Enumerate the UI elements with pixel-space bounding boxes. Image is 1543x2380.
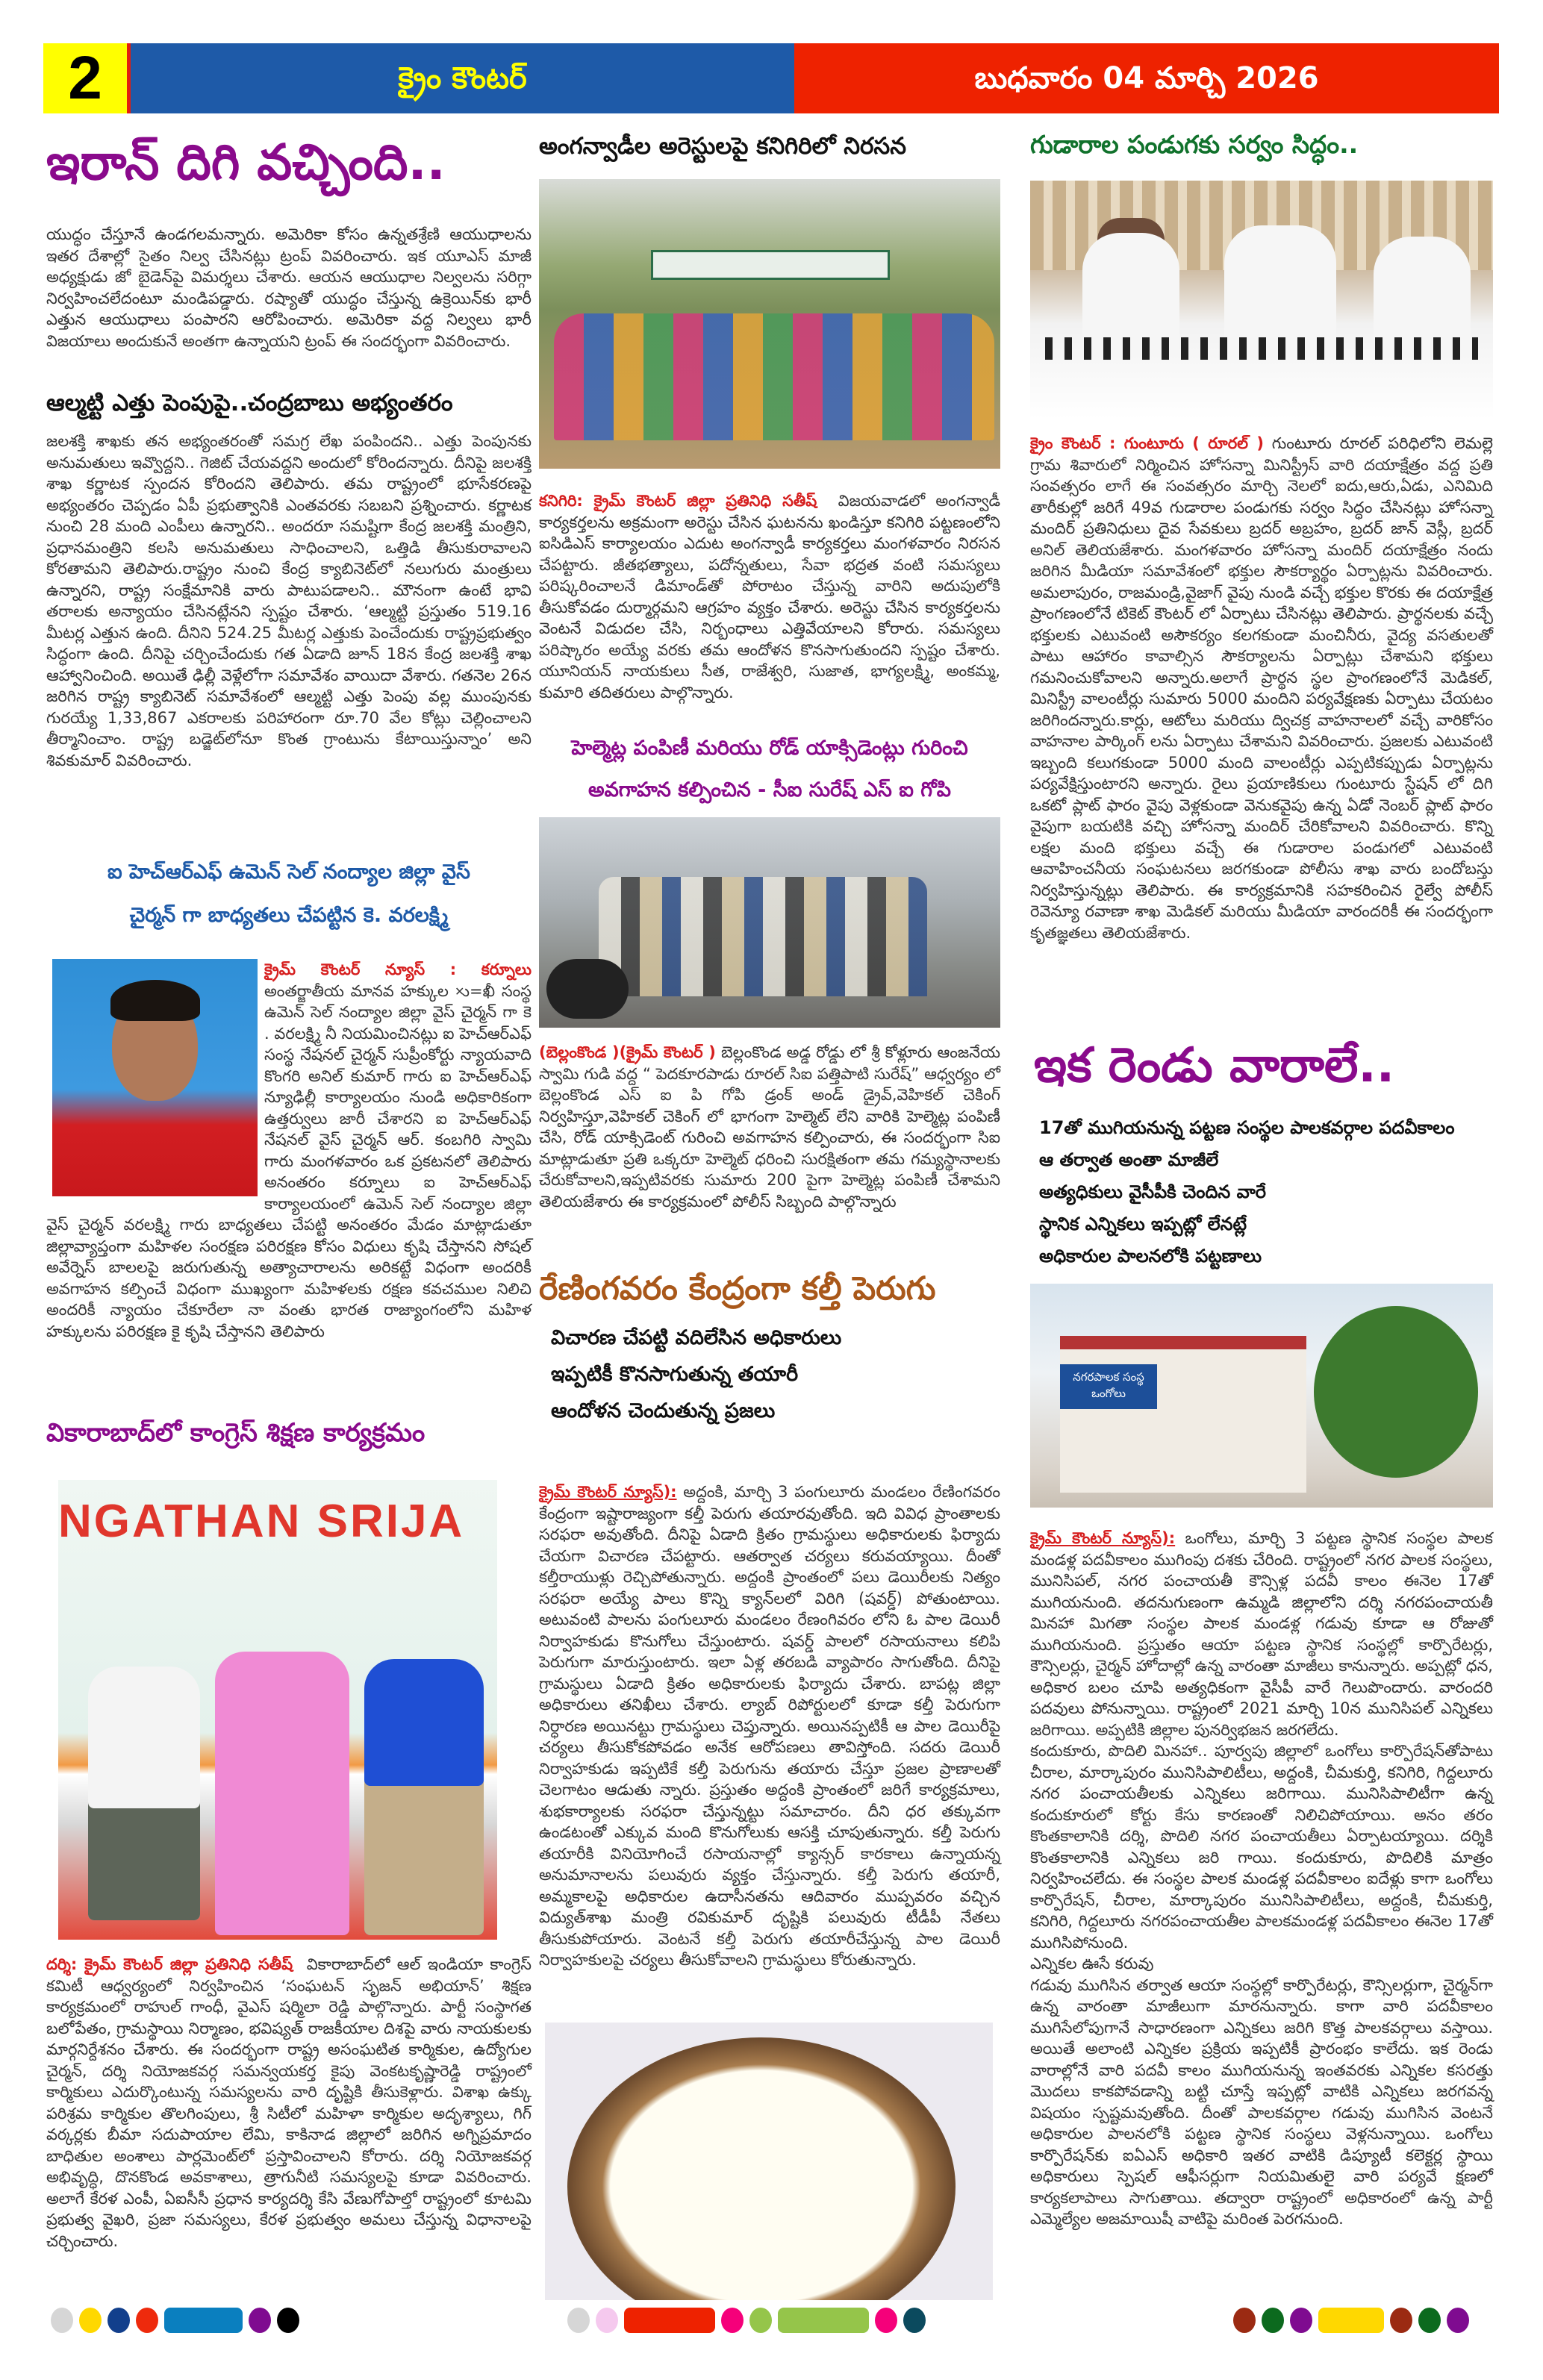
person-right: [364, 1659, 484, 1935]
curd-subhead: విచారణ చేపట్టి వదిలేసిన అధికారులు: [551, 1326, 842, 1349]
speaker-left: [1082, 233, 1179, 352]
headline-iran: ఇరాన్ దిగి వచ్చింది..: [46, 134, 446, 191]
headline-helmets-line2: అవగాహన కల్పించిన - సీఐ సురేష్ ఎస్ ఐ గోపి: [588, 778, 951, 802]
photo-helmet-distribution: [539, 817, 1000, 1028]
building: [1060, 1336, 1306, 1493]
headline-vikarabad: వికారాబాద్‌లో కాంగ్రెస్ శిక్షణ కార్యక్రమం: [46, 1418, 426, 1448]
dateline-tents: క్రైం కౌంటర్ : గుంటూరు ( రూరల్ ): [1030, 434, 1265, 452]
photo-anganwadi-protest: [539, 179, 1000, 469]
person-center: [215, 1652, 349, 1935]
article-kanigiri-body: [539, 490, 1000, 703]
photo-municipal-office: [1030, 1284, 1493, 1508]
article-vikarabad-text: వికారాబాద్‌లో ఆల్ ఇండియా కాంగ్రెస్ కమిటీ ఆధ్వర్యంలో నిర్వహించిన ‘సంఘటన్ సృజన్ అభియాన్’ శిక్షణ కార్యక్రమంలో రాహుల్ గాంధీ, వైఎస్ షర్మిలా రెడ్డి పాల్గొన్నారు. పార్టీ సంస్థాగత బలోపేతం, గ్రామస్థాయి నిర్మాణం, భవిష్యత్ రాజకీయాల దిశపై వారు నాయకులకు మార్గనిర్దేశనం చేశారు. ఈ సందర్భంగా రాష్ట్ర అసంఘటిత కార్మికుల, ఉద్యోగుల చైర్మన్, దర్శి నియోజకవర్గ సమన్వయకర్త కైపు వెంకటకృష్ణారెడ్డి రాష్ట్రంలో కార్మికులు ఎదుర్కొంటున్న సమస్యలను వారి దృష్టికి తీసుకెళ్లారు. విశాఖ ఉక్కు పరిశ్రమ కార్మికుల తొలగింపులు, శ్రీ సిటీలో మహిళా కార్మికుల అదృశ్యాలు, గిగ్ వర్కర్లకు బీమా సదుపాయాల లేమి, కాకినాడ జిల్లాలో జరిగిన అగ్నిప్రమాదం బాధితుల అంశాలు పార్లమెంట్‌లో ప్రస్తావించాలని కోరారు. దర్శి నియోజకవర్గ అభివృద్ధి, దొనకొండ అవకాశాలు, త్రాగునీటి సమస్యలపై కూడా వివరించారు. అలాగే కేరళ ఎంపీ, ఏఐసీసీ ప్రధాన కార్యదర్శి కేసి వేణుగోపాల్తో రాష్ట్రంలో కూటమి ప్రభుత్వ వైఖరి, ప్రజా సమస్యలు, కేరళ ప్రభుత్వం అమలు చేస్తున్న విధానాలపై చర్చించారు.: [46, 1955, 532, 2250]
curd-subhead: ఇప్పటికీ కొనసాగుతున్న తయారీ: [551, 1363, 799, 1386]
headline-curd: రేణింగవరం కేంద్రంగా కల్తీ పెరుగు: [539, 1270, 936, 1308]
elections-subheads: [1039, 1112, 1494, 1272]
dateline-kanigiri: కనిగిరి: క్రైమ్ కౌంటర్ జిల్లా ప్రతినిధి సతీష్: [539, 492, 817, 510]
headline-helmets: [539, 728, 1000, 811]
elections-subhead: 17తో ముగియనున్న పట్టణ సంస్థల పాలకవర్గాల పదవీకాలం: [1039, 1117, 1455, 1138]
photo-curd-bowl: [545, 2023, 993, 2300]
protesters-group: [554, 313, 994, 440]
photo-congress-event: [58, 1480, 497, 1940]
elections-subhead: స్థానిక ఎన్నికలు ఇప్పట్లో లేనట్లే: [1039, 1214, 1247, 1234]
color-registration-marks-left: [51, 2308, 299, 2333]
color-registration-marks-center: [567, 2308, 926, 2333]
paper-name: క్రైం కౌంటర్: [131, 43, 794, 113]
dateline-elections: క్రైమ్ కౌంటర్ న్యూస్):: [1030, 1529, 1176, 1547]
bowl-icon: [567, 2037, 956, 2300]
article-elections-text: ఒంగోలు, మార్చి 3 పట్టణ స్థానిక సంస్థల పాలక మండళ్ల పదవీకాలం ముగింపు దశకు చేరింది. రాష్ట్రంలో నగర పాలక సంస్థలు, మునిసిపల్, నగర పంచాయతీ కౌన్సిళ్ల పదవీ కాలం ఈనెల 17తో ముగియనుంది. తదనుగుణంగా ఉమ్మడి జిల్లాలోని దర్శి నగరపంచాయతీ మినహా మిగతా సంస్థల పాలక మండళ్ల గడువు కూడా ఆ రోజుతో ముగియనుంది. ప్రస్తుతం ఆయా పట్టణ స్థానిక సంస్థల్లో కార్పొరేటర్లు, కౌన్సిలర్లు, చైర్మన్ హోదాల్లో ఉన్న వారంతా మాజీలు కానున్నారు. అప్పట్లో ధన, అధికార బలం చూపి అత్యధికంగా వైసీపీ వారే గెలుపొందారు. వారందరి పదవులు పోనున్నాయి. రాష్ట్రంలో 2021 మార్చి 10న మునిసిపల్ ఎన్నికలు జరిగాయి. అప్పటికి జిల్లాల పునర్విభజన జరగలేదు.: [1030, 1529, 1493, 1739]
article-elections-text: గడువు ముగిసిన తర్వాత ఆయా సంస్థల్లో కార్పొరేటర్లు, కౌన్సిలర్లుగా, చైర్మన్‌గా ఉన్న వారంతా మాజీలుగా మారనున్నారు. కాగా వారి పదవీకాలం ముగిసేలోపుగానే సాధారణంగా ఎన్నికలు జరిగి కొత్త పాలకవర్గాలు వస్తాయి. అయితే అలాంటి ఎన్నికల ప్రక్రియ ఇప్పటికీ ప్రారంభం కాలేదు. ఇక రెండు వారాల్లోనే వారి పదవీ కాలం ముగియనున్న ఇంతవరకు ఎన్నికల కసరత్తు మొదలు కాకపోవడాన్ని బట్టి చూస్తే ఇప్పట్లో వాటికి ఎన్నికలు జరగవన్న విషయం స్పష్టమవుతోంది. దీంతో పాలకవర్గాల గడువు ముగిసిన వెంటనే అధికారుల పాలనలోకి పట్టణ స్థానిక సంస్థలు వెళ్లనున్నాయి. ఒంగోలు కార్పొరేషన్‌కు ఐఏఎస్ అధికారి ఇతర వాటికి డిప్యూటీ కలెక్టర్ల స్థాయి అధికారులు స్పెషల్ ఆఫీసర్లుగా నియమితులై వారి పర్యవే క్షణలో కార్యకలాపాలు సాగుతాయి. తద్వారా రాష్ట్రంలో అధికారంలో ఉన్న పార్టీ ఎమ్మెల్యేల అజమాయిషీ వాటిపై మరింత పెరగనుంది.: [1030, 1975, 1493, 2228]
article-elections-text: కందుకూరు, పొదిలి మినహా.. పూర్వపు జిల్లాలో ఒంగోలు కార్పొరేషన్‌తోపాటు చీరాల, మార్కాపురం మునిసిపాలిటీలు, అద్దంకి, చీమకుర్తి, కనిగిరి, గిద్దలూరు నగర పంచాయతీలకు ఎన్నికలు జరిగాయి. మునిసిపాలిటీగా ఉన్న కందుకూరులో కోర్టు కేసు కారణంతో నిలిచిపోయాయి. అనం తరం కొంతకాలానికి దర్శి, పొదిలి నగర పంచాయతీలు ఏర్పాటయ్యాయి. దర్శికి కొంతకాలానికి ఎన్నికలు జరి గాయి. కందుకూరు, పొదిలికి మాత్రం నిర్వహించలేదు. ఈ సంస్థల పాలక మండళ్ల పదవీకాలం ఐదేళ్లు కాగా ఒంగోలు కార్పొరేషన్, చీరాల, మార్కాపురం మునిసిపాలిటీలు, అద్దంకి, చీమకుర్తి, కనిగిరి, గిద్దలూరు నగరపంచాయతీల పాలకమండళ్ల పదవీకాలం ఈనెల 17తో ముగిసిపోనుంది.: [1030, 1742, 1493, 1952]
article-curd-text: అద్దంకి, మార్చి 3 పంగులూరు మండలం రేణింగవరం కేంద్రంగా ఇష్టారాజ్యంగా కల్తీ పెరుగు తయారవుతోంది. ఇది వివిధ ప్రాంతాలకు సరఫరా అవుతోంది. దీనిపై ఏడాది క్రితం గ్రామస్థులు అధికారులకు ఫిర్యాదు చేయగా విచారణ చేపట్టారు. ఆతర్వాత చర్యలు కరువయ్యాయి. దీంతో కల్తీరాయుళ్లు రెచ్చిపోతున్నారు. అద్దంకి ప్రాంతంలో పలు డెయిరీలకు నిత్యం సరఫరా అయ్యే పాలు కొన్ని క్యాన్‌లలో విరిగి (షవర్డ్) పోతుంటాయి. అటువంటి పాలను పంగులూరు మండలం రేణంగివరం లోని ఓ పాల డెయిరీ నిర్వాహకుడు కొనుగోలు చేస్తుంటారు. షవర్డ్ పాలలో రసాయనాలు కలిపి పెరుగుగా మారుస్తుంటారు. ఇలా ఏళ్ల తరబడి వ్యాపారం సాగుతోంది. దీనిపై గ్రామస్థులు ఏడాది క్రితం అధికారులకు ఫిర్యాదు చేశారు. బాపట్ల జిల్లా అధికారులు తనిఖీలు చేశారు. ల్యాబ్ రిపోర్టులలో కూడా కల్తీ పెరుగుగా నిర్ధారణ అయినట్టు గ్రామస్థులు చెప్తున్నారు. అయినప్పటికీ ఆ పాల డెయిరీపై చర్యలు తీసుకోకపోవడం అనేక ఆరోపణలు తావిస్తోంది. సదరు డెయిరీ నిర్వాహకుడు ఇప్పటికే కల్తీ పెరుగును తయారు చేస్తూ ప్రజల ప్రాణాలతో చెలగాటం ఆడుతు న్నారు. ప్రస్తుతం అద్దంకి ప్రాంతంలో జరిగే కార్యక్రమాలు, శుభకార్యాలకు సరఫరా చేస్తున్నట్టు సమాచారం. దీని ధర తక్కువగా ఉండటంతో ఎక్కువ మంది కొనుగోలుకు ఆసక్తి చూపుతున్నారు. కల్తీ పెరుగు తయారీకి వినియోగించే రసాయనాల్లో క్యాన్సర్ కారకాలు ఉన్నాయన్న అనుమానాలను పలువురు వ్యక్తం చేస్తున్నారు. కల్తీ పెరుగు తయారీ, అమ్మకాలపై అధికారుల ఉదాసీనతను ఆదివారం ముప్పవరం వచ్చిన విద్యుత్‌శాఖ మంత్రి రవికుమార్ దృష్టికి పలువురు టీడీపీ నేతలు తీసుకుపోయారు. వెంటనే కల్తీ పెరుగు తయారీచేస్తున్న పాల డెయిరీ నిర్వాహకులపై చర్యలు తీసుకోవాలని గ్రామస్థులు కోరుతున్నారు.: [539, 1483, 1000, 1969]
motorbike: [546, 959, 629, 1019]
photo-press-meet: [1030, 181, 1493, 419]
article-tents-text: గుంటూరు రూరల్ పరిధిలోని లెమల్లె గ్రామ శివారులో నిర్మించిన హోసన్నా మినిస్ట్రీస్ వారి దయాక్షేత్రం వద్ద ప్రతి సంవత్సరం లాగే ఈ సంవత్సరం మార్చి నెలలో ఐదు,ఆరు,ఏడు, ఎనిమిది తారీకుల్లో జరిగే 49వ గుడారాల పండుగకు సర్వం సిద్ధం చేసినట్లు హోసన్నా మందిర్ ప్రతినిధులు దైవ సేవకులు బ్రదర్ అబ్రహం, బ్రదర్ జాన్ వెస్లీ, బ్రదర్ అనిల్ తెలియజేశారు. మంగళవారం హోసన్నా మందిర్ దయాక్షేత్రం నందు జరిగిన మీడియా సమావేశంలో భక్తుల సౌకర్యార్థం ఏర్పాట్లను వివరించారు. అమలాపురం, రాజమండ్రి,వైజాగ్ వైపు నుండి వచ్చే భక్తుల కొరకు ఈ దయాక్షేత్ర ప్రాంగణంలోనే టికెట్ కౌంటర్ లో ఏర్పాటు చేసినట్లు తెలిపారు. ప్రార్థనలకు వచ్చే భక్తులకు ఎటువంటి అసౌకర్యం కలగకుండా మంచినీరు, వైద్య వసతులతో పాటు ఆహారం కావాల్సిన సౌకర్యాలను ఏర్పాట్లు చేశామని భక్తులు గమనించుకోవాలని అన్నారు.అలాగే ప్రార్థన స్థల ప్రాంగణంలోనే మెడికల్, మినిస్ట్రీ వాలంటీర్లు సుమారు 5000 మందిని పర్యవేక్షణకు ఏర్పాటు చేయటం జరిగిందన్నారు.కార్లు, ఆటోలు మరియు ద్విచక్ర వాహనాలలో వచ్చే వారికోసం వాహనాల పార్కింగ్ లను ఏర్పాటు చేశామని వివరించారు. ప్రజలకు ఎటువంటి ఇబ్బంది కలుగకుండా 5000 మంది వాలంటీర్లు ఎప్పటికప్పుడు ఏర్పాట్లను పర్యవేక్షిస్తుంటారని అన్నారు. రైలు ప్రయాణికులు గుంటూరు స్టేషన్ లో దిగి ఒకటో ప్లాట్ ఫారం వైపు వెళ్లకుండా వెనుకవైపు ఉన్న ఏడో నెంబర్ ప్లాట్ ఫారం వైపుగా బయటికి వచ్చి హోసన్నా మందిర్ చేరికోవాలని వివరించారు. కొన్ని లక్షల మంది భక్తులు వచ్చే ఈ గుడారాల పండుగలో ఎటువంటి ఆవాహించనీయ సంఘటనలు జరగకుండా పోలీసు శాఖ వారు బందోబస్తు నిర్వహిస్తున్నట్లు తెలిపారు. ఈ కార్యక్రమానికి సహకరించిన రైల్వే పోలీస్ రెవెన్యూ రవాణా శాఖ మెడికల్ మరియు మీడియా వారందరికీ ఈ సందర్భంగా కృతజ్ఞతలు తెలియజేశారు.: [1030, 434, 1493, 942]
police-group: [599, 877, 927, 996]
headline-ihrf-line1: ఐ హెచ్ఆర్ఎఫ్ ఉమెన్ సెల్ నంద్యాల జిల్లా వైస్: [107, 861, 470, 884]
article-kanigiri-text: విజయవాడలో అంగన్వాడీ కార్యకర్తలను అక్రమంగా అరెస్టు చేసిన ఘటనను ఖండిస్తూ కనిగిరి పట్టణంలోని ఐసిడిఎస్ కార్యాలయం ఎదుట అంగన్వాడీ కార్యకర్తలు మంగళవారం నిరసన చేపట్టారు. జీతభత్యాలు, పదోన్నతులు, సేవా భద్రత వంటి సమస్యలు పరిష్కరించాలనే డిమాండ్‌తో పోరాటం చేస్తున్న వారిని అదుపులోకి తీసుకోవడం దుర్మార్గమని ఆగ్రహం వ్యక్తం చేశారు. అరెస్టు చేసిన కార్యకర్తలను వెంటనే విడుదల చేసి, నిర్బంధాలు ఎత్తివేయాలని కోరారు. సమస్యలు పరిష్కారం అయ్యే వరకు తమ ఆందోళన కొనసాగుతుందని స్పష్టం చేశారు. యూనియన్ నాయకులు సీత, రాజేశ్వరి, సుజాత, భాగ్యలక్ష్మి, అంకమ్మ, కుమారి తదితరులు పాల్గొన్నారు.: [539, 492, 1000, 702]
article-vikarabad-body: [46, 1954, 532, 2252]
elections-inline-subhead: ఎన్నికల ఊసే కరువు: [1030, 1955, 1154, 1973]
article-tents-body: [1030, 433, 1493, 943]
headline-almatti: ఆల్మట్టి ఎత్తు పెంపుపై..చంద్రబాబు అభ్యంతరం: [46, 390, 453, 416]
article-elections-body: [1030, 1528, 1493, 2230]
color-registration-marks-right: [1233, 2308, 1469, 2333]
article-ihrf-body: [46, 959, 532, 1342]
headline-tents: గుడారాల పండుగకు సర్వం సిద్ధం..: [1030, 130, 1359, 159]
headline-helmets-line1: హెల్మెట్ల పంపిణీ మరియు రోడ్ యాక్సిడెంట్లు గురించి: [571, 737, 968, 760]
tree: [1314, 1306, 1478, 1478]
dateline-ihrf: క్రైమ్ కౌంటర్ న్యూస్ : కర్నూలు: [264, 961, 532, 978]
article-iran-body: యుద్ధం చేస్తూనే ఉండగలమన్నారు. అమెరికా కోసం ఉన్నతశ్రేణి ఆయుధాలను ఇతర దేశాల్లో సైతం నిల్వ చేసినట్లు ట్రంప్ వివరించారు. ఇక యూఎస్ మాజీ అధ్యక్షుడు జో బైడెన్‌పై విమర్శలు చేశారు. ఆయన ఆయుధాల నిల్వలను సరిగ్గా నిర్వహించలేదంటూ మండిపడ్డారు. రష్యాతో యుద్ధం చేస్తున్న ఉక్రెయిన్‌కు భారీ ఎత్తున ఆయుధాలు పంపారని ఆరోపించారు. అమెరికా వద్ద నిల్వలు భారీ విజయాలు అందుకునే అంతగా ఉన్నాయని ట్రంప్ ఈ సందర్భంగా వివరించారు.: [46, 225, 532, 350]
elections-subhead: అత్యధికులు వైసీపీకి చెందిన వారే: [1039, 1181, 1266, 1202]
page-number: 2: [43, 43, 131, 113]
headline-elections: ఇక రెండు వారాలే..: [1034, 1038, 1395, 1093]
dateline-helmets: (బెల్లంకొండ )(క్రైమ్ కౌంటర్ ): [539, 1043, 716, 1061]
headline-ihrf-line2: చైర్మన్ గా బాధ్యతలు చేపట్టిన కె. వరలక్ష్మి: [129, 904, 449, 927]
article-almatti-body: జలశక్తి శాఖకు తన అభ్యంతరంతో సమగ్ర లేఖ పంపిందని.. ఎత్తు పెంపునకు అనుమతులు ఇవ్వొద్దని.. గెజిట్ చేయవద్దని అందులో కోరిందన్నారు. దీనిపై జలశక్తి శాఖ కర్ణాటక స్పందన కోరిందని తెలిపారు. తమ రాష్ట్రంలో భూసేకరణపై అభ్యంతరం చెప్పడం ఏపీ ప్రభుత్వానికి ఎంతవరకు సబబని ప్రశ్నించారు. కర్ణాటక నుంచి 28 మంది ఎంపీలు ఉన్నారని.. అందరూ సమష్టిగా కేంద్ర జలశక్తి మంత్రిని, ప్రధానమంత్రిని కలసి అనుమతులు సాధించాలని, ఒత్తిడి తీసుకురావాలని కోరతామని తెలిపారు.రాష్ట్రం నుంచి కేంద్ర క్యాబినెట్‌లో నలుగురు మంత్రులు ఉన్నారని, రాష్ట్ర సంక్షేమానికి వారు పాటుపడాలని.. మౌనంగా ఉంటే భావి తరాలకు అన్యాయం చేసినట్లేనని స్పష్టం చేశారు. ‘ఆల్మట్టి ప్రస్తుతం 519.16 మీటర్ల ఎత్తున ఉంది. దీనిని 524.25 మీటర్ల ఎత్తుకు పెంచేందుకు రాష్ట్రప్రభుత్వం సిద్ధంగా ఉంది. దీనిపై చర్చించేందుకు గత ఏడాది జూన్ 18న కేంద్ర జలశక్తి శాఖ ఆహ్వానించింది. అయితే ఢిల్లీ వెళ్లేలోగా సమావేశం వాయిదా వేశారు. గతనెల 26న జరిగిన రాష్ట్ర క్యాబినెట్ సమావేశంలో ఆల్మట్టి ఎత్తు పెంపు వల్ల ముంపునకు గురయ్యే 1,33,867 ఎకరాలకు పరిహారంగా రూ.70 వేల కోట్లు చెల్లించాలని తీర్మానించాం. రాష్ట్ర బడ్జెట్‌లోనూ కొంత గ్రాంటును కేటాయిస్తున్నాం’ అని శివకుమార్ వివరించారు.: [46, 432, 532, 769]
issue-date: బుధవారం 04 మార్చి 2026: [794, 43, 1499, 113]
speaker-right: [1374, 237, 1471, 352]
article-ihrf-text: అంతర్జాతీయ మానవ హక్కుల ×ు=ఖీ సంస్థ ఉమెన్ సెల్ నంద్యాల జిల్లా వైస్ చైర్మన్ గా కె . వరలక్ష్మి నీ నియమించినట్లు ఐ హెచ్ఆర్ఎఫ్ సంస్థ నేషనల్ చైర్మన్ సుప్రీంకోర్టు న్యాయవాది కొంగరి అనిల్ కుమార్ గారు ఐ హెచ్ఆర్ఎఫ్ న్యూఢిల్లీ కార్యాలయం నుండి అధికారికంగా ఉత్తర్వులు జారీ చేశారని ఐ హెచ్ఆర్ఎఫ్ నేషనల్ వైస్ చైర్మన్ ఆర్. కంబగిరి స్వామి గారు మంగళవారం ఒక ప్రకటనలో తెలిపారు అనంతరం కర్నూలు ఐ హెచ్ఆర్ఎఫ్ కార్యాలయంలో ఉమెన్ సెల్ నంద్యాల జిల్లా వైస్ చైర్మన్ వరలక్ష్మి గారు బాధ్యతలు చేపట్టి అనంతరం మేడం మాట్లాడుతూ జిల్లావ్యాప్తంగా మహిళల సంరక్షణ పరిరక్షణ కోసం విధులు కృషి చేస్తానని సోషల్ అవేర్నెస్ బాలలపై జరుగుతున్న అత్యాచారాలను అరికట్టే విధంగా అందరికీ అవగాహన కల్పించే విధంగా ముఖ్యంగా మహిళలకు రక్షణ కవచముల నిలిచి అందరికీ న్యాయం చేకూరేలా నా వంతు భారత రాజ్యాంగంలోని మహిళ హక్కులను పరిరక్షణ కై కృషి చేస్తానని తెలిపారు: [46, 981, 532, 1340]
speaker-center: [1224, 225, 1336, 352]
microphones: [1045, 337, 1478, 360]
dateline-vikarabad: దర్శి: క్రైమ్ కౌంటర్ జిల్లా ప్రతినిధి సతీష్: [46, 1955, 293, 1973]
person-left: [88, 1667, 200, 1920]
article-helmets-text: బెల్లంకొండ అడ్డ రోడ్డు లో శ్రీ కోళ్లూరు ఆంజనేయ స్వామి గుడి వద్ద “ పెదకూరపాడు రూరల్ సిఐ పత్తిపాటి సురేష్” ఆధ్వర్యం లో బెల్లంకొండ ఎస్ ఐ పి గోపి డ్రంక్ అండ్ డ్రైవ్,వెహికల్ చెకింగ్ నిర్వహిస్తూ,వెహికల్ చెకింగ్ లో భాగంగా హెల్మెట్ లేని వారికి హెల్మెట్ల పంపిణీ చేసి, రోడ్ యాక్సిడెంట్ గురించి అవగాహన కల్పించారు, ఈ సందర్భంగా సిఐ మాట్లాడుతూ ప్రతి ఒక్కరూ హెల్మెట్ ధరించి సురక్షితంగా తమ గమ్యస్థానాలకు చేరుకోవాలని,ఇప్పటివరకు సుమారు 200 పైగా హెల్మెట్ల పంపిణీ చేశామని తెలియజేశారు ఈ కార్యక్రమంలో పోలీస్ సిబ్బంది పాల్గొన్నారు: [539, 1043, 1000, 1211]
headline-kanigiri: అంగన్వాడీల అరెస్టులపై కనిగిరిలో నిరసన: [539, 133, 906, 160]
office-sign: నగరపాలక సంస్థ ఒంగోలు: [1060, 1364, 1157, 1409]
elections-subhead: అధికారుల పాలనలోకి పట్టణాలు: [1039, 1246, 1262, 1266]
headline-ihrf: [46, 851, 532, 937]
photo-banner-text: NGATHAN SRIJA: [58, 1496, 465, 1547]
curd-subhead: ఆందోళన చెందుతున్న ప్రజలు: [551, 1399, 776, 1422]
article-helmets-body: [539, 1042, 1000, 1212]
curd-subheads: [551, 1319, 999, 1429]
elections-subhead: ఆ తర్వాత అంతా మాజీలే: [1039, 1149, 1219, 1170]
protest-banner: [651, 250, 890, 280]
dateline-curd: క్రైమ్ కౌంటర్ న్యూస్):: [539, 1483, 677, 1501]
article-curd-body: [539, 1481, 1000, 1971]
